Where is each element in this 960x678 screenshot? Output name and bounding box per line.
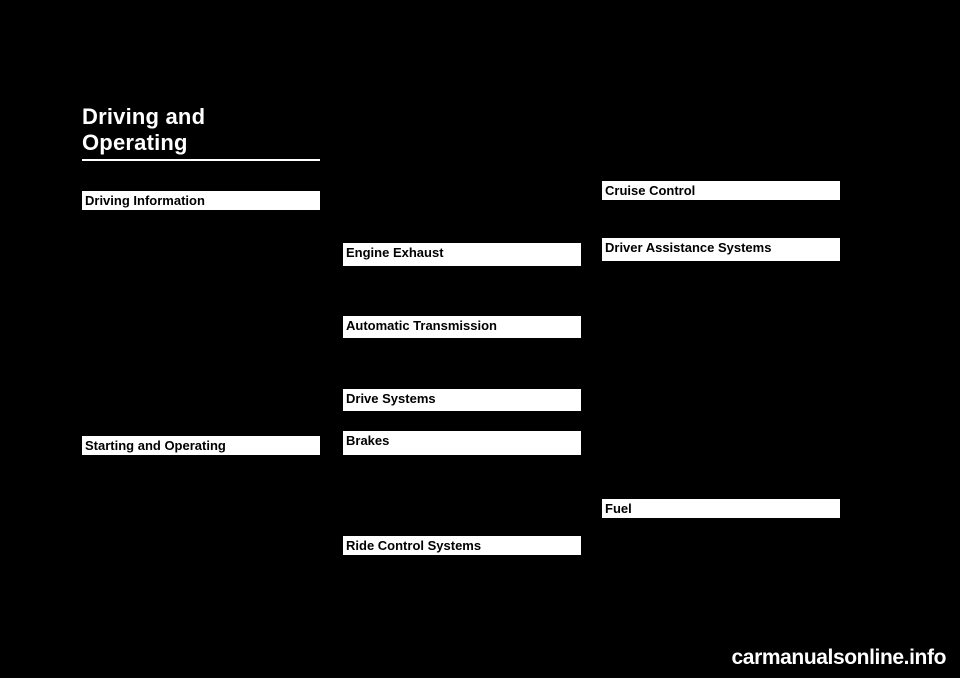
section-heading-starting-and-operating: Starting and Operating: [82, 436, 320, 455]
toc-entry[interactable]: Antilock Brake System (ABS): [343, 456, 486, 468]
toc-entry[interactable]: Driver Behavior: [82, 216, 158, 228]
section-heading-driver-assistance-systems: Driver Assistance Systems: [602, 238, 840, 257]
toc-entry[interactable]: Assistance Systems for Parking or Backing: [602, 278, 812, 290]
section-heading-automatic-transmission: Automatic Transmission: [343, 316, 581, 335]
toc-entry[interactable]: Electronic Stability Control: [343, 591, 472, 603]
toc-entry[interactable]: All-Wheel Drive: [343, 414, 419, 426]
section-heading-driving-information: Driving Information: [82, 191, 320, 210]
toc-entry[interactable]: Active Fuel Management: [82, 566, 204, 578]
toc-entry[interactable]: Shifting Into Park: [82, 521, 166, 533]
toc-entry[interactable]: Hill and Mountain Roads: [82, 366, 202, 378]
toc-entry[interactable]: Rear Vision Camera (RVC): [602, 293, 735, 305]
watermark: carmanualsonline.info: [731, 646, 946, 669]
toc-entry[interactable]: Off-Road Recovery: [82, 306, 176, 318]
heading-bleed: [343, 262, 581, 266]
page-title-line-2: Operating: [82, 130, 188, 155]
toc-entry[interactable]: Winter Driving: [82, 381, 152, 393]
toc-entry[interactable]: Filling a Portable Fuel Container: [602, 614, 760, 626]
toc-entry[interactable]: Loss of Control: [82, 321, 156, 333]
toc-entry[interactable]: Vehicle Design: [82, 231, 155, 243]
toc-entry[interactable]: Parking Over Things That Burn: [82, 551, 234, 563]
toc-entry[interactable]: Traction Control System (TCS): [343, 561, 493, 573]
toc-entry[interactable]: Ignition Positions: [82, 476, 166, 488]
toc-entry[interactable]: Parking Brake: [343, 471, 413, 483]
toc-entry[interactable]: Braking: [82, 276, 120, 288]
toc-entry[interactable]: Fuels in Foreign Countries: [602, 584, 732, 596]
section-heading-drive-systems: Drive Systems: [343, 389, 581, 408]
toc-entry[interactable]: Shifting Out of Park: [82, 536, 178, 548]
toc-entry[interactable]: Manual Mode: [343, 356, 410, 368]
toc-entry[interactable]: Vehicle Load Limits: [82, 411, 177, 423]
toc-entry[interactable]: Gasoline Specifications: [602, 554, 717, 566]
toc-entry[interactable]: Filling the Tank: [602, 599, 676, 611]
toc-entry[interactable]: Highway Hypnosis: [82, 351, 173, 363]
title-underline: [82, 159, 320, 161]
toc-entry[interactable]: StabiliTrak System: [343, 576, 435, 588]
toc-entry[interactable]: Adaptive Cruise Control: [602, 221, 719, 233]
toc-entry[interactable]: Engine Heater: [82, 506, 153, 518]
section-heading-cruise-control: Cruise Control: [602, 181, 840, 200]
toc-entry[interactable]: If the Vehicle Is Stuck: [82, 396, 188, 408]
toc-entry[interactable]: Distracted Driving: [82, 246, 169, 258]
heading-bleed: [343, 408, 581, 411]
toc-entry[interactable]: Lane Keep Assist (LKA): [602, 338, 719, 350]
toc-entry[interactable]: Starting the Engine: [82, 491, 176, 503]
toc-entry[interactable]: Steering: [82, 291, 123, 303]
heading-bleed: [343, 450, 581, 455]
toc-entry[interactable]: Fuel: [602, 524, 624, 536]
toc-entry[interactable]: Driver Assistance Systems: [602, 263, 733, 275]
section-heading-ride-control-systems: Ride Control Systems: [343, 536, 581, 555]
toc-entry[interactable]: Side Blind Zone Alert (SBZA): [602, 353, 744, 365]
section-heading-fuel: Fuel: [602, 499, 840, 518]
section-heading-engine-exhaust: Engine Exhaust: [343, 243, 581, 262]
toc-entry[interactable]: Cruise Control: [602, 206, 673, 218]
toc-entry[interactable]: Forward Collision Alert (FCA) System: [602, 308, 785, 320]
toc-entry[interactable]: Brake Assist: [343, 486, 404, 498]
toc-entry[interactable]: Engine Exhaust: [343, 268, 421, 280]
toc-entry[interactable]: Recommended Fuel: [602, 539, 702, 551]
toc-entry[interactable]: Control of a Vehicle: [82, 261, 178, 273]
toc-entry[interactable]: Rear Cross Traffic Alert (RCTA): [602, 368, 756, 380]
toc-entry[interactable]: Hill Start Assist (HSA): [343, 516, 450, 528]
toc-entry[interactable]: Running the Vehicle While Parked: [343, 283, 510, 295]
toc-entry[interactable]: California Fuel Requirements: [602, 569, 745, 581]
heading-bleed: [343, 335, 581, 338]
page-title-line-1: Driving and: [82, 104, 206, 129]
toc-entry[interactable]: Electric Parking Brake: [343, 501, 452, 513]
toc-entry[interactable]: Automatic Emergency Braking: [602, 323, 750, 335]
toc-entry[interactable]: Automatic Transmission: [343, 341, 460, 353]
section-heading-brakes: Brakes: [343, 431, 581, 450]
heading-bleed: [602, 257, 840, 261]
toc-entry[interactable]: Driving on Wet Roads: [82, 336, 189, 348]
toc-entry[interactable]: New Vehicle Break-In: [82, 461, 188, 473]
page-title: [82, 104, 320, 161]
